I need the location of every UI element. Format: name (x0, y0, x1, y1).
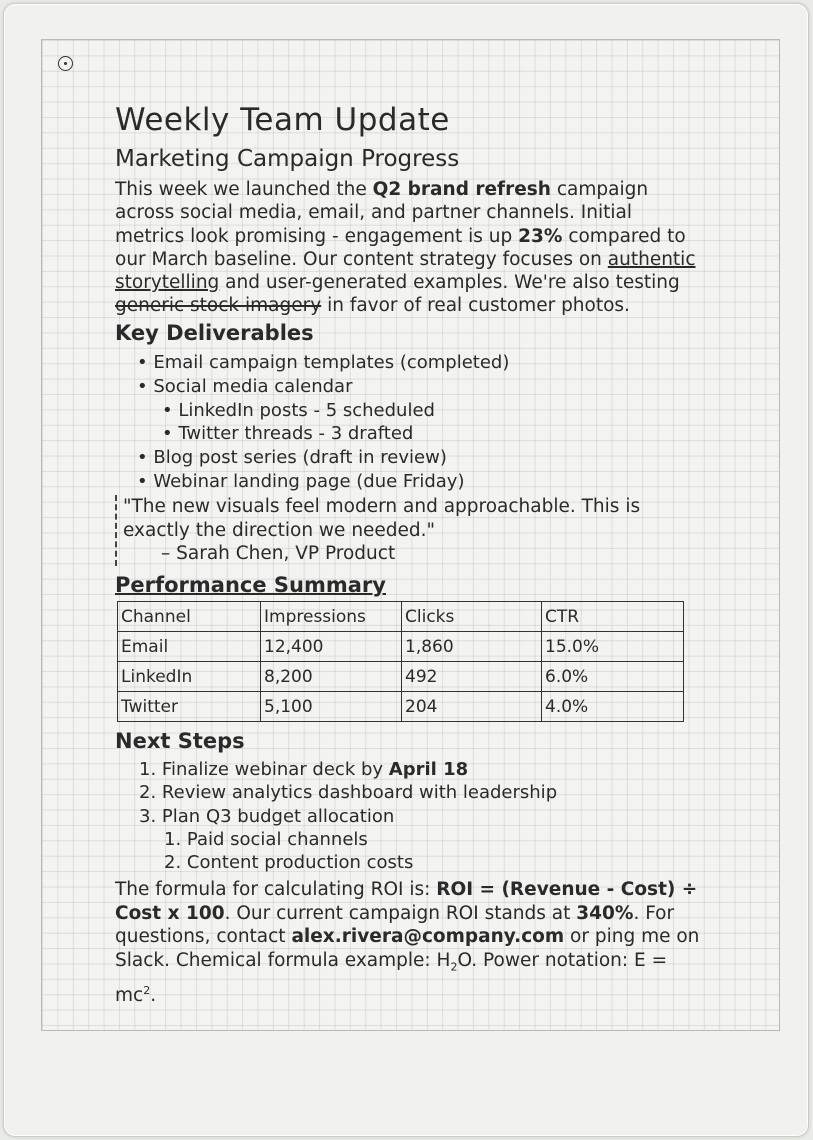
list-item: 2. Review analytics dashboard with leadership (139, 782, 558, 804)
list-item: • Email campaign templates (completed) (137, 352, 510, 373)
quote-attribution: – Sarah Chen, VP Product (161, 543, 396, 565)
tablet-device (3, 3, 809, 1137)
section-heading-next-steps: Next Steps (115, 729, 245, 753)
deliverables-list (137, 351, 509, 494)
table-row: Email 12,400 1,860 15.0% (118, 632, 684, 662)
page-title: Weekly Team Update (115, 102, 450, 138)
list-item: • Blog post series (draft in review) (137, 447, 447, 469)
section-heading-performance: Performance Summary (115, 573, 386, 597)
table-row: Twitter 5,100 204 4.0% (118, 692, 684, 722)
section-heading-deliverables: Key Deliverables (115, 321, 314, 345)
list-item: • Webinar landing page (due Friday) (137, 470, 465, 492)
menu-icon[interactable] (58, 56, 73, 71)
list-item: 2. Content production costs (164, 852, 414, 874)
email-link: alex.rivera@company.com (291, 926, 565, 948)
section-heading-marketing: Marketing Campaign Progress (115, 146, 460, 172)
notebook-page[interactable] (41, 39, 780, 1031)
list-item: 1. Finalize webinar deck by April 18 (139, 759, 469, 780)
blockquote: "The new visuals feel modern and approachable. This is exactly the direction we needed." – Sarah Chen, VP Product (115, 495, 640, 566)
table-row: LinkedIn 8,200 492 6.0% (118, 662, 684, 692)
list-item: • Twitter threads - 3 drafted (162, 423, 414, 445)
next-steps-list (139, 758, 557, 874)
performance-table (117, 601, 684, 722)
table-header-row: Channel Impressions Clicks CTR (118, 602, 684, 632)
list-item: • Social media calendar (137, 375, 353, 397)
list-item: 1. Paid social channels (164, 828, 368, 850)
list-item: • LinkedIn posts - 5 scheduled (162, 399, 435, 421)
campaign-paragraph: This week we launched the Q2 brand refresh campaign across social media, email, and partner channels. Initial metrics look promising - engagement is up 23% compared to our March baseline. Our content strategy focuses on authentic storytelling and user-generated examples. We're also testing generic stock imagery in favor of real customer photos. (115, 179, 696, 317)
closing-paragraph: The formula for calculating ROI is: ROI = (Revenue - Cost) ÷ Cost x 100. Our current campaign ROI stands at 340%. For questions, contact alex.rivera@company.com or ping me on Slack. Chemical formula example: $H_2O$. Power notation: E = $mc^2$. (115, 879, 700, 1007)
list-item: 3. Plan Q3 budget allocation (139, 805, 395, 827)
